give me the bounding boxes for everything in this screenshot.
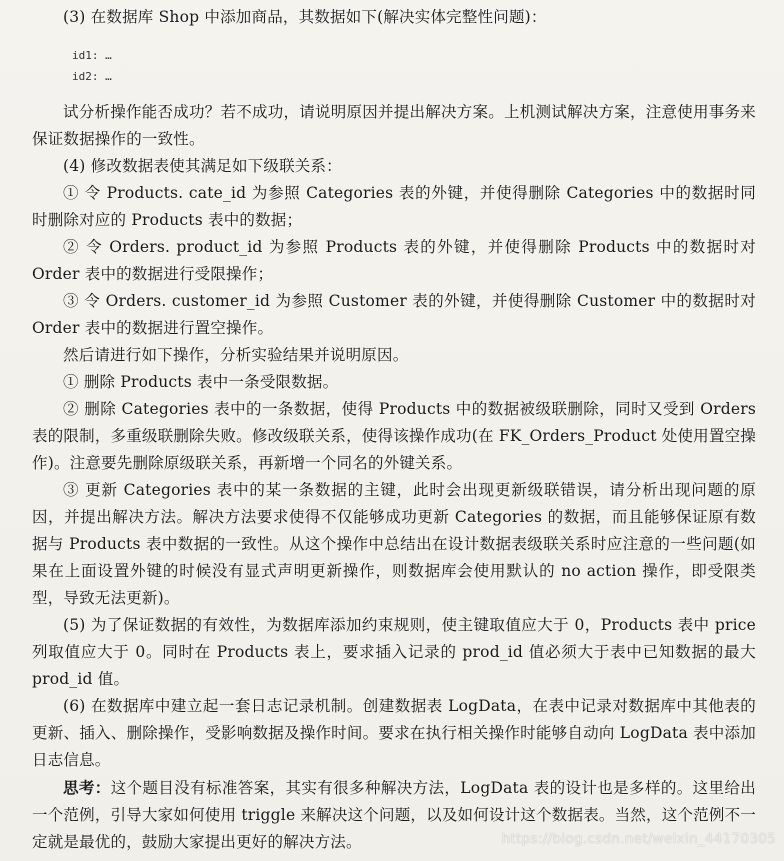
item4-then: 然后请进行如下操作，分析实验结果并说明原因。 xyxy=(63,346,409,364)
item4-op-2: ② 删除 Categories 表中的一条数据，使得 Products 中的数据被级联删除，同时又受到 Orders 表的限制，多重级联删除失败。修改级联关系，使得该操作成功(在 FK_Orders_Product 处使用置空操作)。注意要先删除原级联关系，再新增一个同名的外键关系。 xyxy=(32,400,756,472)
code-block xyxy=(72,45,756,87)
item4-rule-3: ③ 令 Orders. customer_id 为参照 Customer 表的外键，并使得删除 Customer 中的数据时对 Order 表中的数据进行置空操作。 xyxy=(32,292,756,337)
think-body: 这个题目没有标准答案，其实有很多种解决方法，LogData 表的设计也是多样的。这里给出一个范例，引导大家如何使用 triggle 来解决这个问题，以及如何设计这个数据表。当然，这个范例不一定就是最优的，鼓励大家提出更好的解决方法。 xyxy=(32,779,756,851)
item6-paragraph: (6) 在数据库中建立起一套日志记录机制。创建数据表 LogData，在表中记录对数据库中其他表的更新、插入、删除操作，受影响数据及操作时间。要求在执行相关操作时能够自动向 LogData 表中添加日志信息。 xyxy=(32,697,756,769)
item4-rule-1: ① 令 Products. cate_id 为参照 Categories 表的外键，并使得删除 Categories 中的数据时同时删除对应的 Products 表中的数据； xyxy=(32,184,756,229)
think-paragraph xyxy=(32,774,756,856)
item3-title: (3) 在数据库 Shop 中添加商品，其数据如下(解决实体完整性问题)： xyxy=(63,8,547,26)
item4-rule-2: ② 令 Orders. product_id 为参照 Products 表的外键，并使得删除 Products 中的数据时对 Order 表中的数据进行受限操作； xyxy=(32,238,756,283)
think-label: 思考： xyxy=(63,778,111,797)
item3-body: 试分析操作能否成功？若不成功，请说明原因并提出解决方案。上机测试解决方案，注意使用事务来保证数据操作的一致性。 xyxy=(32,103,756,148)
watermark-url: https://blog.csdn.net/weixin_44170305 xyxy=(501,831,776,847)
item4-title: (4) 修改数据表使其满足如下级联关系： xyxy=(63,157,342,175)
item4-op-3: ③ 更新 Categories 表中的某一条数据的主键，此时会出现更新级联错误，请分析出现问题的原因，并提出解决方法。解决方法要求使得不仅能够成功更新 Categories 的数据，而且能够保证原有数据与 Products 表中数据的一致性。从这个操作中总结出在设计数据表级联关系时应注意的一些问题(如果在上面设置外键的时候没有显式声明更新操作，则数据库会使用默认的 no action 操作，即受限类型，导致无法更新)。 xyxy=(32,481,756,607)
item4-op-1: ① 删除 Products 表中一条受限数据。 xyxy=(63,373,339,391)
code-line-1: id1: … xyxy=(72,49,112,62)
item5-paragraph: (5) 为了保证数据的有效性，为数据库添加约束规则，使主键取值应大于 0，Products 表中 price 列取值应大于 0。同时在 Products 表上，要求插入记录的 prod_id 值必须大于表中已知数据的最大 prod_id 值。 xyxy=(32,616,756,688)
code-line-2: id2: … xyxy=(72,70,112,83)
